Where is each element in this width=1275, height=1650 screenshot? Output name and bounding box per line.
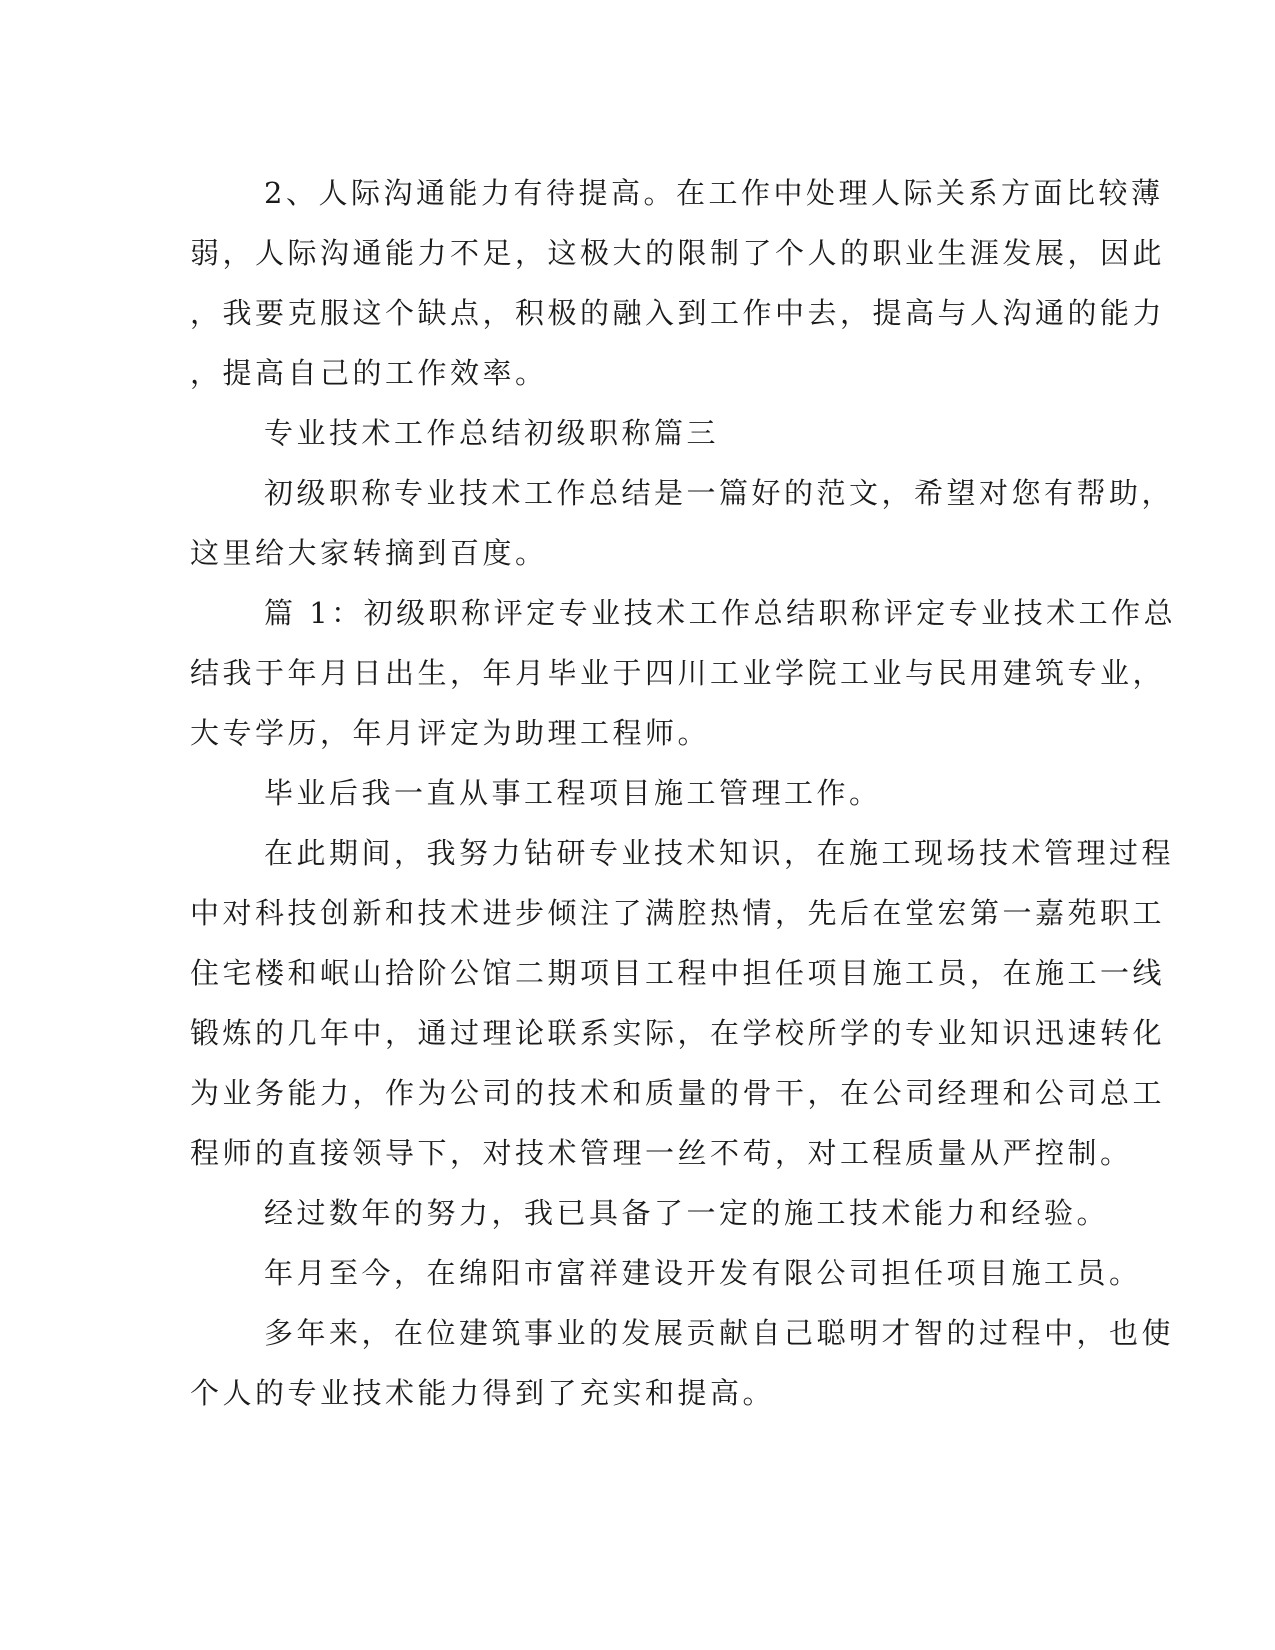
document-body xyxy=(190,163,1177,1423)
paragraph-line: 多年来，在位建筑事业的发展贡献自己聪明才智的过程中，也使 xyxy=(264,1316,1175,1350)
paragraph-line: 在此期间，我努力钻研专业技术知识，在施工现场技术管理过程 xyxy=(264,836,1175,870)
paragraph-line: 弱，人际沟通能力不足，这极大的限制了个人的职业生涯发展，因此 xyxy=(190,236,1166,270)
paragraph-line: 篇 1：初级职称评定专业技术工作总结职称评定专业技术工作总 xyxy=(264,596,1177,630)
paragraph-line: 为业务能力，作为公司的技术和质量的骨干，在公司经理和公司总工 xyxy=(190,1076,1166,1110)
paragraph-line: 这里给大家转摘到百度。 xyxy=(190,536,548,570)
paragraph-line: ，提高自己的工作效率。 xyxy=(190,356,548,390)
paragraph-line: 中对科技创新和技术进步倾注了满腔热情，先后在堂宏第一嘉苑职工 xyxy=(190,896,1166,930)
paragraph-line: 初级职称专业技术工作总结是一篇好的范文，希望对您有帮助， xyxy=(264,476,1175,510)
paragraph-line: 年月至今，在绵阳市富祥建设开发有限公司担任项目施工员。 xyxy=(264,1256,1142,1290)
paragraph-line: 结我于年月日出生，年月毕业于四川工业学院工业与民用建筑专业， xyxy=(190,656,1166,690)
paragraph-line: 锻炼的几年中，通过理论联系实际，在学校所学的专业知识迅速转化 xyxy=(190,1016,1166,1050)
paragraph-line: 个人的专业技术能力得到了充实和提高。 xyxy=(190,1376,776,1410)
paragraph-line: ，我要克服这个缺点，积极的融入到工作中去，提高与人沟通的能力 xyxy=(190,296,1166,330)
paragraph-line: 毕业后我一直从事工程项目施工管理工作。 xyxy=(264,776,882,810)
paragraph-line: 住宅楼和岷山拾阶公馆二期项目工程中担任项目施工员，在施工一线 xyxy=(190,956,1166,990)
paragraph-line: 程师的直接领导下，对技术管理一丝不苟，对工程质量从严控制。 xyxy=(190,1136,1133,1170)
section-heading: 专业技术工作总结初级职称篇三 xyxy=(264,416,720,450)
paragraph-line: 经过数年的努力，我已具备了一定的施工技术能力和经验。 xyxy=(264,1196,1110,1230)
paragraph-line: 大专学历，年月评定为助理工程师。 xyxy=(190,716,711,750)
paragraph-line: 2、人际沟通能力有待提高。在工作中处理人际关系方面比较薄 xyxy=(264,176,1164,210)
